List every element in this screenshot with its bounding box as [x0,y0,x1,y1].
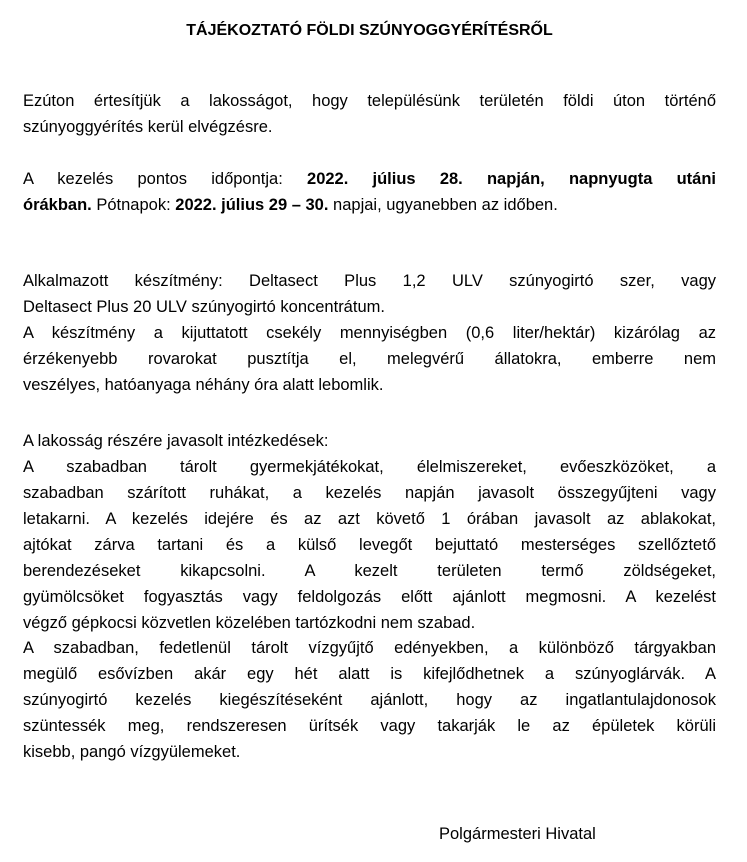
backup-dates: 2022. július 29 – 30. [175,196,329,214]
measures-line-3: letakarni. A kezelés idejére és az azt követő 1 órában javasolt az ablakokat, [23,510,716,528]
measures-line-2: szabadban szárított ruhákat, a kezelés napján javasolt összegyűjteni vagy [23,484,716,502]
treatment-time-cont: órákban. [23,196,92,214]
measures-line-1: A szabadban tárolt gyermekjátékokat, élelmiszereket, evőeszközöket, a [23,458,716,476]
product-paragraph [23,268,716,398]
water-line-3: szúnyogirtó kezelés kiegészítéseként ajánlott, hogy az ingatlantulajdonosok [23,691,716,709]
water-line-4: szüntessék meg, rendszeresen ürítsék vagy takarják le az épületek körüli [23,717,716,735]
measures-paragraph [23,428,716,636]
water-line-5: kisebb, pangó vízgyülemeket. [23,743,241,761]
product-line-2: Deltasect Plus 20 ULV szúnyogirtó koncentrátum. [23,298,385,316]
schedule-paragraph [23,166,716,218]
product-line-3: A készítmény a kijuttatott csekély mennyiségben (0,6 liter/hektár) kizárólag az [23,324,716,342]
treatment-date: 2022. július 28. napján, napnyugta utáni [307,170,717,188]
measures-line-4: ajtókat zárva tartani és a külső levegőt bejuttató mesterséges szellőztető [23,536,716,554]
product-line-1: Alkalmazott készítmény: Deltasect Plus 1,2 ULV szúnyogirtó szer, vagy [23,272,716,290]
intro-paragraph [23,88,716,140]
product-line-4: érzékenyebb rovarokat pusztítja el, melegvérű állatokra, emberre nem [23,350,716,368]
schedule-label: A kezelés pontos időpontja: [23,170,308,188]
intro-line-1: Ezúton értesítjük a lakosságot, hogy településünk területén földi úton történő [23,92,716,110]
water-line-2: megülő esővízben akár egy hét alatt is kifejlődhetnek a szúnyoglárvák. A [23,665,716,683]
document-title: TÁJÉKOZTATÓ FÖLDI SZÚNYOGGYÉRÍTÉSRŐL [186,22,553,39]
intro-line-2: szúnyoggyérítés kerül elvégzésre. [23,118,273,136]
schedule-line-2 [23,192,716,218]
measures-line-5: berendezéseket kikapcsolni. A kezelt területen termő zöldségeket, [23,562,716,580]
water-line-1: A szabadban, fedetlenül tárolt vízgyűjtő edényekben, a különböző tárgyakban [23,639,716,657]
measures-heading: A lakosság részére javasolt intézkedések: [23,432,329,450]
product-line-5: veszélyes, hatóanyaga néhány óra alatt lebomlik. [23,376,384,394]
water-paragraph [23,635,716,765]
signature: Polgármesteri Hivatal [439,825,596,843]
measures-line-6: gyümölcsöket fogyasztás vagy feldolgozás előtt ajánlott megmosni. A kezelést [23,588,716,606]
schedule-line-1 [23,166,716,192]
measures-line-7: végző gépkocsi közvetlen közelében tartózkodni nem szabad. [23,614,476,632]
backup-days-label: Pótnapok: [91,196,176,214]
backup-days-suffix: napjai, ugyanebben az időben. [328,196,558,214]
